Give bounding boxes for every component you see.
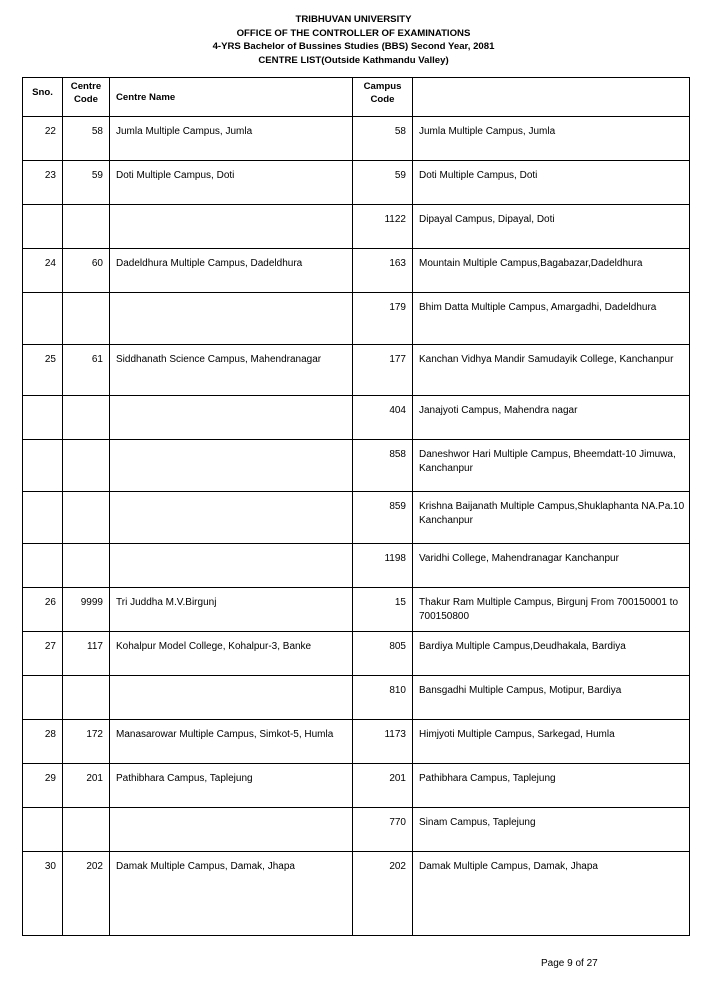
- office-name: OFFICE OF THE CONTROLLER OF EXAMINATIONS: [236, 27, 471, 39]
- sno-cell: 25: [23, 345, 63, 396]
- campus-name-cell: Kanchan Vidhya Mandir Samudayik College, Kanchanpur: [413, 345, 690, 396]
- campus-name-cell: Dipayal Campus, Dipayal, Doti: [413, 205, 690, 249]
- centre-code-cell: 202: [63, 852, 110, 936]
- centre-code-cell: [63, 396, 110, 440]
- campus-name-cell: Daneshwor Hari Multiple Campus, Bheemdatt-10 Jimuwa, Kanchanpur: [413, 440, 690, 492]
- centre-code-cell: [63, 293, 110, 345]
- centre-code-cell: 58: [63, 117, 110, 161]
- table-row: [23, 632, 690, 676]
- campus-name-cell: Jumla Multiple Campus, Jumla: [413, 117, 690, 161]
- campus-name-cell: Krishna Baijanath Multiple Campus,Shuklaphanta NA.Pa.10 Kanchanpur: [413, 492, 690, 544]
- campus-name-cell: Pathibhara Campus, Taplejung: [413, 764, 690, 808]
- table-header-row: [23, 78, 690, 117]
- centre-code-cell: 60: [63, 249, 110, 293]
- centre-code-cell: [63, 676, 110, 720]
- centre-name-cell: Kohalpur Model College, Kohalpur-3, Banke: [110, 632, 353, 676]
- table-row: [23, 676, 690, 720]
- campus-code-cell: 1198: [353, 544, 413, 588]
- campus-code-cell: 1173: [353, 720, 413, 764]
- centre-code-cell: [63, 440, 110, 492]
- centre-name-cell: Doti Multiple Campus, Doti: [110, 161, 353, 205]
- sno-cell: 29: [23, 764, 63, 808]
- list-title: CENTRE LIST(Outside Kathmandu Valley): [258, 54, 449, 66]
- sno-cell: [23, 808, 63, 852]
- sno-cell: 23: [23, 161, 63, 205]
- campus-name-cell: Varidhi College, Mahendranagar Kanchanpur: [413, 544, 690, 588]
- table-row: [23, 161, 690, 205]
- centre-name-cell: Siddhanath Science Campus, Mahendranagar: [110, 345, 353, 396]
- sno-cell: 26: [23, 588, 63, 632]
- campus-name-cell: Bansgadhi Multiple Campus, Motipur, Bardiya: [413, 676, 690, 720]
- campus-name-cell: Bardiya Multiple Campus,Deudhakala, Bardiya: [413, 632, 690, 676]
- sno-cell: 28: [23, 720, 63, 764]
- centre-name-cell: Manasarowar Multiple Campus, Simkot-5, Humla: [110, 720, 353, 764]
- campus-code-cell: 201: [353, 764, 413, 808]
- table-row: [23, 852, 690, 936]
- table-row: [23, 345, 690, 396]
- table-row: [23, 588, 690, 632]
- sno-cell: [23, 492, 63, 544]
- table-row: [23, 544, 690, 588]
- centre-name-cell: [110, 676, 353, 720]
- campus-name-cell: Sinam Campus, Taplejung: [413, 808, 690, 852]
- campus-name-cell: Doti Multiple Campus, Doti: [413, 161, 690, 205]
- table-row: [23, 808, 690, 852]
- centre-code-cell: 117: [63, 632, 110, 676]
- table-row: [23, 396, 690, 440]
- centre-name-cell: Jumla Multiple Campus, Jumla: [110, 117, 353, 161]
- centre-name-cell: Damak Multiple Campus, Damak, Jhapa: [110, 852, 353, 936]
- campus-code-cell: 404: [353, 396, 413, 440]
- sno-cell: [23, 440, 63, 492]
- sno-cell: [23, 293, 63, 345]
- campus-code-cell: 1122: [353, 205, 413, 249]
- document-header: [0, 13, 707, 67]
- sno-cell: [23, 205, 63, 249]
- campus-code-cell: 15: [353, 588, 413, 632]
- campus-code-cell: 770: [353, 808, 413, 852]
- centre-name-cell: Tri Juddha M.V.Birgunj: [110, 588, 353, 632]
- centre-code-cell: 201: [63, 764, 110, 808]
- sno-cell: [23, 396, 63, 440]
- centre-name-cell: [110, 808, 353, 852]
- sno-header: Sno.: [23, 78, 63, 117]
- table-row: [23, 720, 690, 764]
- campus-code-cell: 58: [353, 117, 413, 161]
- centre-code-cell: [63, 492, 110, 544]
- sno-cell: 22: [23, 117, 63, 161]
- centre-code-cell: [63, 544, 110, 588]
- campus-name-header: [413, 78, 690, 117]
- campus-code-cell: 179: [353, 293, 413, 345]
- campus-code-cell: 805: [353, 632, 413, 676]
- centre-code-cell: [63, 205, 110, 249]
- campus-code-cell: 59: [353, 161, 413, 205]
- centre-name-cell: [110, 492, 353, 544]
- campus-code-cell: 810: [353, 676, 413, 720]
- sno-cell: [23, 544, 63, 588]
- exam-title: 4-YRS Bachelor of Bussines Studies (BBS) Second Year, 2081: [212, 41, 495, 52]
- table-row: [23, 117, 690, 161]
- table-row: [23, 293, 690, 345]
- campus-code-header: Campus Code: [353, 78, 413, 117]
- campus-code-cell: 202: [353, 852, 413, 936]
- centre-name-cell: Dadeldhura Multiple Campus, Dadeldhura: [110, 249, 353, 293]
- campus-name-cell: Janajyoti Campus, Mahendra nagar: [413, 396, 690, 440]
- centre-code-cell: 61: [63, 345, 110, 396]
- page-number: Page 9 of 27: [541, 958, 598, 969]
- table-row: [23, 249, 690, 293]
- centre-code-cell: 59: [63, 161, 110, 205]
- campus-name-cell: Bhim Datta Multiple Campus, Amargadhi, Dadeldhura: [413, 293, 690, 345]
- centre-code-cell: [63, 808, 110, 852]
- sno-cell: 24: [23, 249, 63, 293]
- campus-name-cell: Himjyoti Multiple Campus, Sarkegad, Humla: [413, 720, 690, 764]
- centre-name-cell: [110, 440, 353, 492]
- campus-code-cell: 177: [353, 345, 413, 396]
- centre-code-header: Centre Code: [63, 78, 110, 117]
- centre-name-cell: [110, 544, 353, 588]
- table-row: [23, 492, 690, 544]
- table-row: [23, 440, 690, 492]
- centre-name-cell: [110, 205, 353, 249]
- table-row: [23, 764, 690, 808]
- centre-code-cell: 172: [63, 720, 110, 764]
- centre-name-cell: [110, 293, 353, 345]
- university-name: TRIBHUVAN UNIVERSITY: [295, 14, 412, 25]
- sno-cell: 30: [23, 852, 63, 936]
- centre-code-cell: 9999: [63, 588, 110, 632]
- centre-name-cell: Pathibhara Campus, Taplejung: [110, 764, 353, 808]
- campus-code-cell: 858: [353, 440, 413, 492]
- campus-name-cell: Damak Multiple Campus, Damak, Jhapa: [413, 852, 690, 936]
- centre-name-cell: [110, 396, 353, 440]
- table-body: [23, 117, 690, 936]
- sno-cell: [23, 676, 63, 720]
- campus-code-cell: 163: [353, 249, 413, 293]
- centre-list-table: [22, 77, 690, 936]
- campus-name-cell: Thakur Ram Multiple Campus, Birgunj From 700150001 to 700150800: [413, 588, 690, 632]
- campus-name-cell: Mountain Multiple Campus,Bagabazar,Dadeldhura: [413, 249, 690, 293]
- campus-code-cell: 859: [353, 492, 413, 544]
- centre-name-header: Centre Name: [110, 78, 353, 117]
- table-row: [23, 205, 690, 249]
- sno-cell: 27: [23, 632, 63, 676]
